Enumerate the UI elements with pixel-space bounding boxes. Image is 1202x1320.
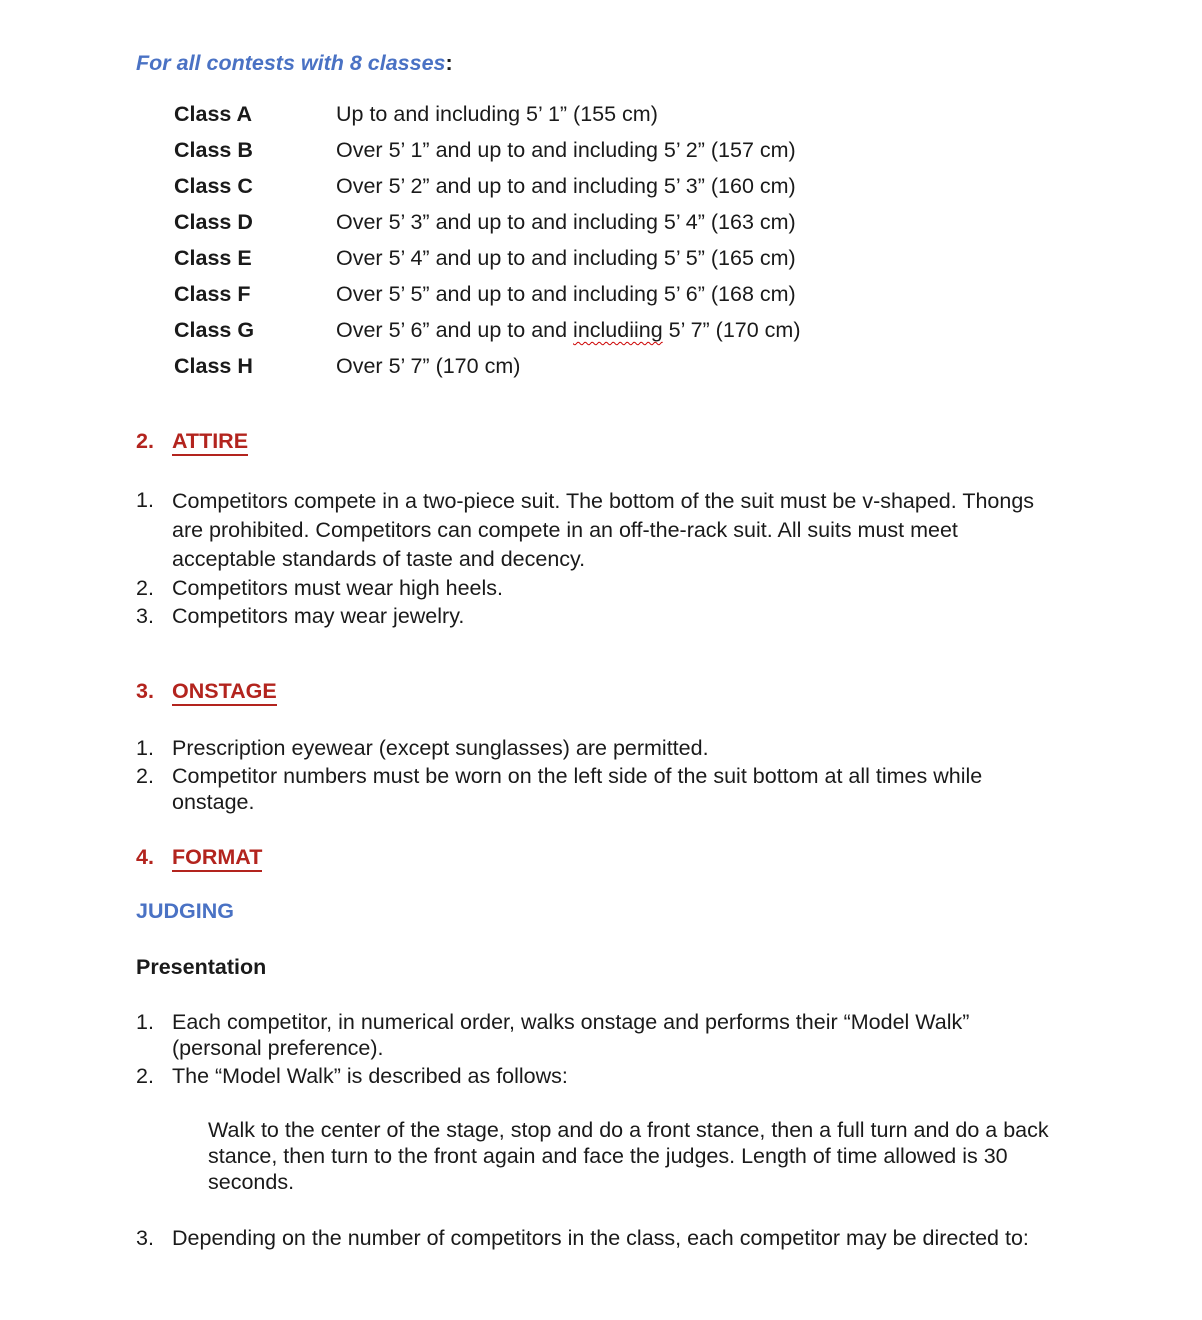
list-number: 2. [136,1064,154,1088]
class-label: Class A [174,102,253,126]
walk-description: Walk to the center of the stage, stop and do a front stance, then a full turn and do a back stance, then turn to the front again and face the judges. Length of time allowed is 30 seconds. [208,1118,1049,1194]
list-number: 2. [136,764,154,788]
list-item: The “Model Walk” is described as follows: [172,1064,568,1088]
class-label: Class H [174,354,253,378]
class-desc: Over 5’ 5” and up to and including 5’ 6” (168 cm) [336,282,796,306]
list-item: Competitors compete in a two-piece suit. The bottom of the suit must be v-shaped. Thongs are prohibited. Competitors can compete in an off-the-rack suit. All suits must meet acceptable standards of taste and decency. [172,489,1035,571]
class-label: Class D [174,210,253,234]
list-item: Competitor numbers must be worn on the left side of the suit bottom at all times while onstage. [172,764,983,814]
list-number: 3. [136,1226,154,1250]
list-number: 1. [136,1010,154,1034]
spelling-error: includiing [573,318,663,342]
section-number: 3. [136,679,154,703]
class-desc: Up to and including 5’ 1” (155 cm) [336,102,658,126]
list-item: Competitors must wear high heels. [172,576,504,600]
section-number: 2. [136,429,154,453]
class-desc: Over 5’ 4” and up to and including 5’ 5” (165 cm) [336,246,796,270]
list-number: 2. [136,576,154,600]
list-number: 1. [136,488,154,512]
class-label: Class E [174,246,252,270]
list-item: Depending on the number of competitors in the class, each competitor may be directed to: [172,1226,1029,1250]
judging-heading: JUDGING [136,899,234,923]
class-label: Class B [174,138,253,162]
list-number: 1. [136,736,154,760]
presentation-heading: Presentation [136,955,267,979]
section-title-onstage: ONSTAGE [172,679,277,706]
list-number: 3. [136,604,154,628]
list-item: Competitors may wear jewelry. [172,604,465,628]
intro-heading: For all contests with 8 classes: [136,51,453,75]
section-title-attire: ATTIRE [172,429,248,456]
section-title-format: FORMAT [172,845,262,872]
class-label: Class G [174,318,255,342]
class-label: Class F [174,282,251,306]
list-item: Each competitor, in numerical order, walks onstage and performs their “Model Walk” (personal preference). [172,1010,970,1060]
class-label: Class C [174,174,253,198]
class-desc: Over 5’ 2” and up to and including 5’ 3” (160 cm) [336,174,796,198]
class-desc: Over 5’ 7” (170 cm) [336,354,521,378]
class-desc: Over 5’ 1” and up to and including 5’ 2” (157 cm) [336,138,796,162]
list-item: Prescription eyewear (except sunglasses) are permitted. [172,736,709,760]
class-desc: Over 5’ 3” and up to and including 5’ 4” (163 cm) [336,210,796,234]
section-number: 4. [136,845,154,869]
class-desc: Over 5’ 6” and up to and includiing 5’ 7” (170 cm) [336,318,801,342]
